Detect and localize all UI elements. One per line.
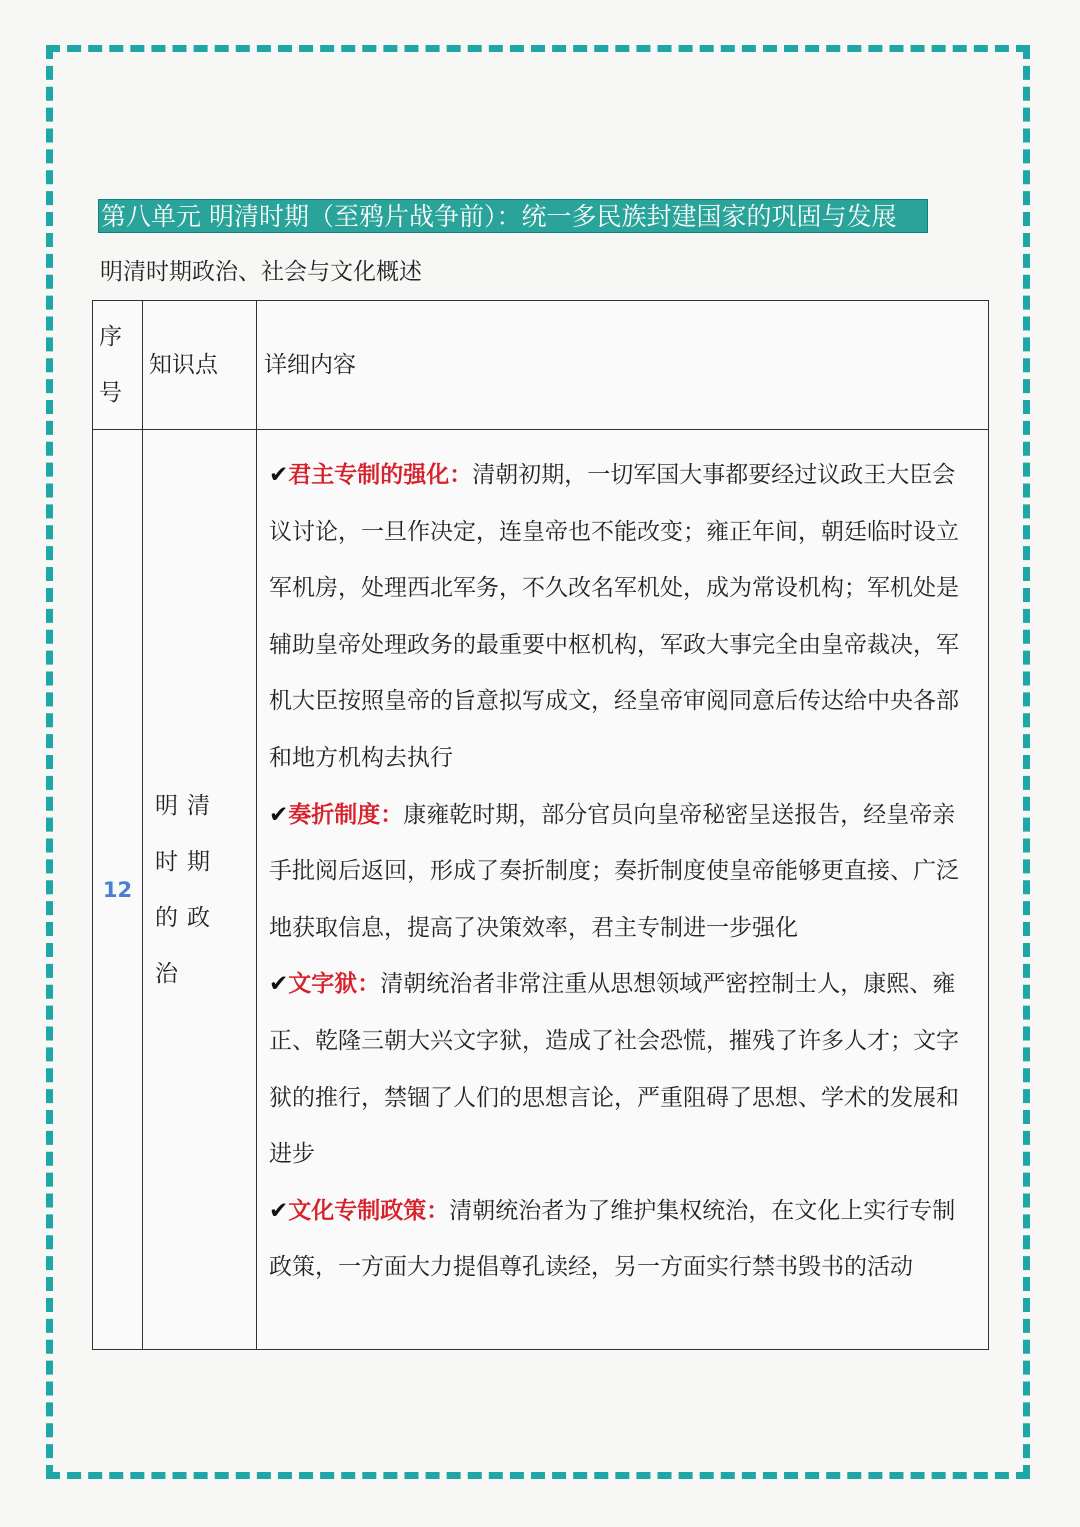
- row-detail: [257, 430, 989, 1350]
- detail-item: [269, 956, 978, 1182]
- header-seq: [93, 301, 143, 430]
- detail-text: 清朝初期，一切军国大事都要经过议政王大臣会议讨论，一旦作决定，连皇帝也不能改变；雍正年间，朝廷临时设立军机房，处理西北军务，不久改名军机处，成为常设机构；军机处是辅助皇帝处理政务的最重要中枢机构，军政大事完全由皇帝裁决，军机大臣按照皇帝的旨意拟写成文，经皇帝审阅同意后传达给中央各部和地方机构去执行: [269, 462, 959, 771]
- detail-keyword: 文化专制政策：: [288, 1196, 450, 1224]
- unit-title: 第八单元 明清时期（至鸦片战争前）：统一多民族封建国家的巩固与发展: [98, 199, 928, 233]
- table-header-row: [93, 301, 989, 430]
- header-detail-label: 详细内容: [264, 352, 356, 378]
- row-topic: 明清时期的政治: [143, 430, 257, 1350]
- header-detail: [257, 301, 989, 430]
- header-knowledge: [143, 301, 257, 430]
- check-icon: ✔: [269, 801, 289, 828]
- detail-keyword: 奏折制度：: [288, 800, 404, 828]
- header-knowledge-label: 知识点: [149, 352, 218, 378]
- detail-item: [269, 787, 978, 957]
- detail-text: 清朝统治者非常注重从思想领域严密控制士人，康熙、雍正、乾隆三朝大兴文字狱，造成了社会恐慌，摧残了许多人才；文字狱的推行，禁锢了人们的思想言论，严重阻碍了思想、学术的发展和进步: [269, 971, 959, 1168]
- section-subtitle: 明清时期政治、社会与文化概述: [100, 259, 422, 285]
- detail-keyword: 君主专制的强化：: [288, 461, 473, 488]
- detail-text: 康雍乾时期，部分官员向皇帝秘密呈送报告，经皇帝亲手批阅后返回，形成了奏折制度；奏折制度使皇帝能够更直接、广泛地获取信息，提高了决策效率，君主专制进一步强化: [269, 801, 959, 941]
- check-icon: ✔: [269, 462, 289, 488]
- row-number: 12: [93, 430, 143, 1350]
- check-icon: ✔: [269, 1197, 289, 1224]
- detail-item: [269, 447, 978, 787]
- check-icon: ✔: [269, 971, 289, 998]
- detail-keyword: 文字狱：: [288, 970, 381, 998]
- table-row: [93, 430, 989, 1350]
- knowledge-table: [92, 300, 989, 1350]
- detail-item: [269, 1183, 978, 1296]
- header-seq-label: 序号: [99, 324, 122, 406]
- detail-text: 清朝统治者为了维护集权统治，在文化上实行专制政策，一方面大力提倡尊孔读经，另一方面实行禁书毁书的活动: [269, 1197, 956, 1281]
